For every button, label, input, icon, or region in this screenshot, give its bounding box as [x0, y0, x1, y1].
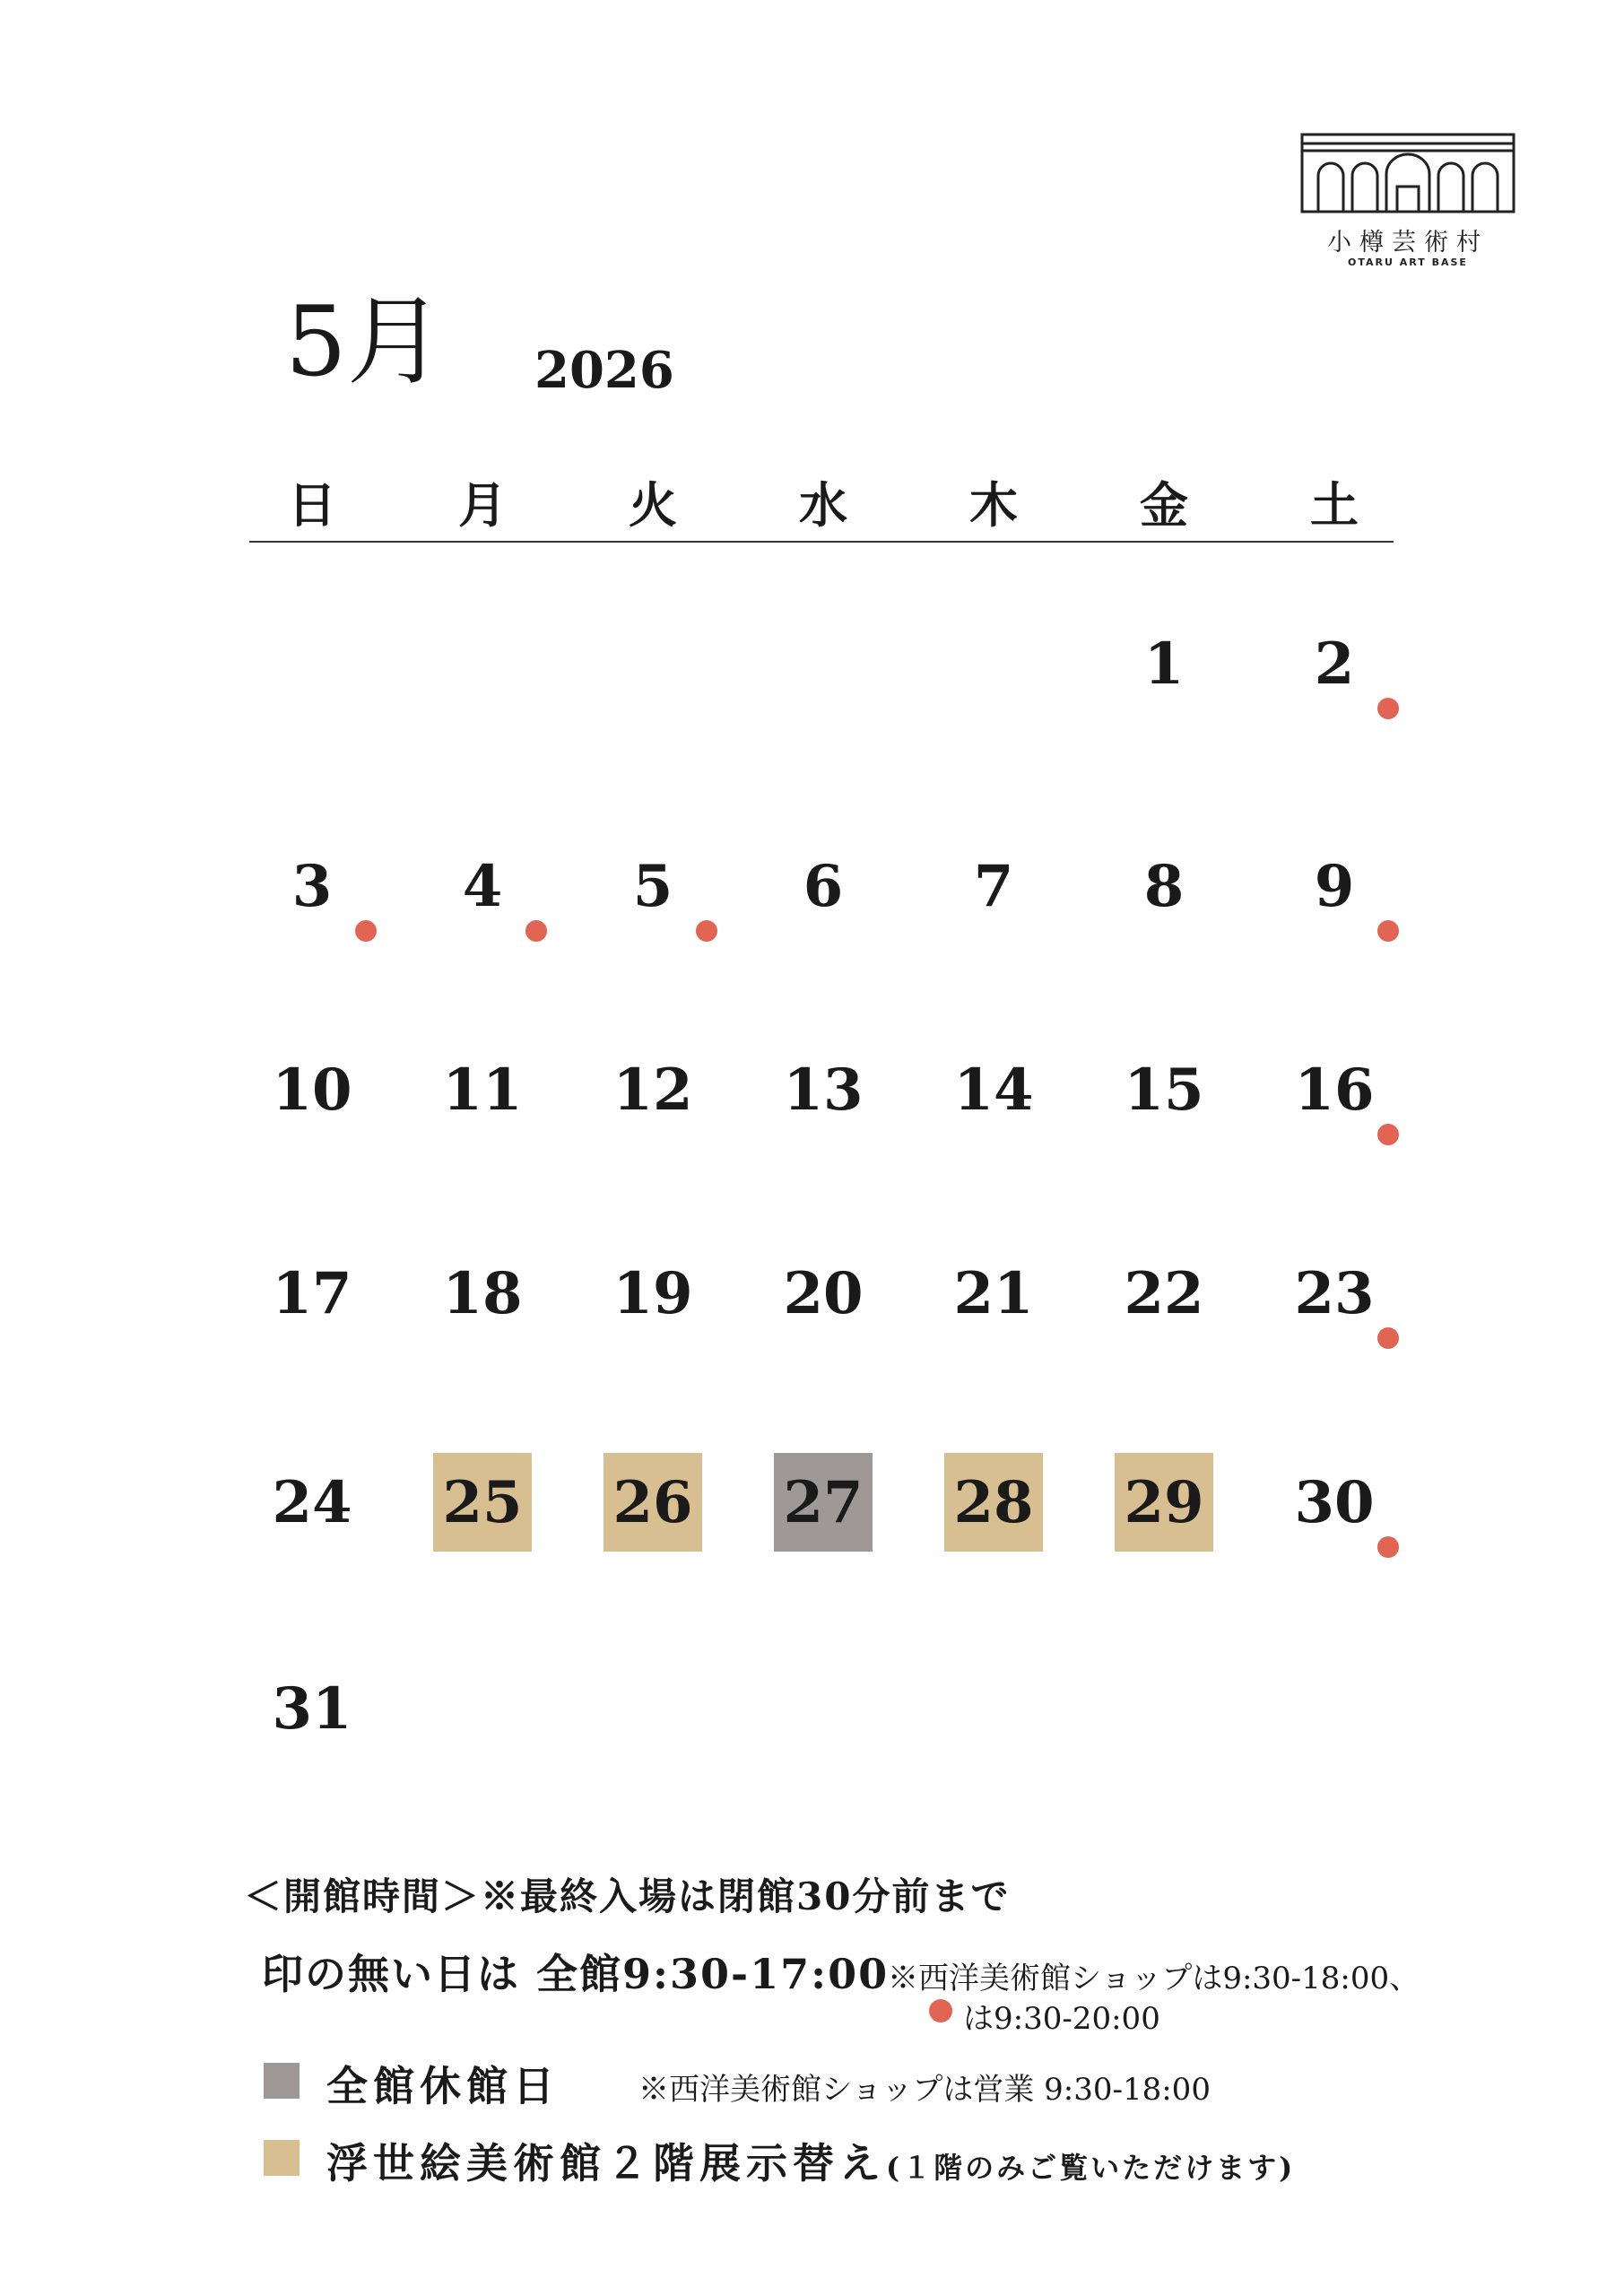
day-cell-6 [774, 837, 873, 935]
year-label: 2026 [534, 341, 674, 400]
day-cell-5 [604, 837, 702, 935]
day-number: 13 [783, 1056, 864, 1124]
day-cell-19 [604, 1244, 702, 1343]
extended-hours-note: は9:30-20:00 [963, 2001, 1160, 2037]
day-number: 6 [803, 852, 844, 920]
day-number: 9 [1314, 852, 1355, 920]
day-cell-7 [944, 837, 1043, 935]
day-number: 1 [1143, 630, 1185, 698]
day-number: 25 [442, 1468, 523, 1536]
day-number: 19 [612, 1259, 693, 1327]
exhibit-legend-sub: (１階のみご覧いただけます) [886, 2151, 1296, 2185]
day-number: 17 [272, 1259, 352, 1327]
weekday-sun: 日 [288, 476, 336, 534]
day-cell-13 [774, 1040, 873, 1139]
day-cell-23 [1285, 1244, 1384, 1343]
weekday-mon: 月 [458, 476, 507, 534]
weekday-wed: 水 [799, 476, 847, 534]
day-number: 18 [442, 1259, 523, 1327]
day-cell-2 [1285, 614, 1384, 713]
day-cell-22 [1115, 1244, 1213, 1343]
day-number: 26 [612, 1468, 693, 1536]
extended-hours-dot [1377, 1124, 1399, 1145]
day-cell-11 [433, 1040, 532, 1139]
day-cell-9 [1285, 837, 1384, 935]
day-number: 14 [953, 1056, 1034, 1124]
day-number: 10 [272, 1056, 352, 1124]
day-cell-26 [604, 1453, 702, 1552]
day-number: 2 [1314, 630, 1355, 698]
month-title: 5月 [285, 286, 444, 398]
day-number: 20 [783, 1259, 864, 1327]
exhibit-legend [326, 2131, 1295, 2190]
day-number: 15 [1124, 1056, 1204, 1124]
day-cell-25 [433, 1453, 532, 1552]
weekday-sat: 土 [1310, 476, 1359, 534]
day-number: 7 [973, 852, 1014, 920]
closed-legend-swatch [264, 2063, 300, 2099]
logo-text-jp: 小樽芸術村 [1327, 229, 1489, 257]
weekday-thu: 木 [969, 476, 1018, 534]
day-cell-28 [944, 1453, 1043, 1552]
day-number: 3 [291, 852, 333, 920]
building-icon [1298, 133, 1517, 215]
day-cell-14 [944, 1040, 1043, 1139]
day-number: 22 [1124, 1259, 1204, 1327]
day-cell-21 [944, 1244, 1043, 1343]
logo [1298, 133, 1517, 269]
day-number: 5 [632, 852, 673, 920]
day-number: 29 [1124, 1468, 1204, 1536]
weekday-fri: 金 [1140, 476, 1188, 534]
day-cell-8 [1115, 837, 1213, 935]
day-cell-20 [774, 1244, 873, 1343]
extended-hours-dot [525, 920, 547, 942]
extended-hours-dot [1377, 1327, 1399, 1349]
day-cell-16 [1285, 1040, 1384, 1139]
day-cell-24 [263, 1453, 361, 1552]
day-number: 8 [1143, 852, 1185, 920]
weekday-tue: 火 [629, 476, 677, 534]
day-cell-15 [1115, 1040, 1213, 1139]
day-cell-4 [433, 837, 532, 935]
no-mark-hours: 印の無い日は 全館9:30-17:00 [262, 1950, 890, 1998]
day-cell-1 [1115, 614, 1213, 713]
day-number: 12 [612, 1056, 693, 1124]
day-cell-30 [1285, 1453, 1384, 1552]
day-cell-10 [263, 1040, 361, 1139]
day-number: 31 [272, 1674, 352, 1743]
day-cell-29 [1115, 1453, 1213, 1552]
header-divider [249, 541, 1394, 543]
day-cell-12 [604, 1040, 702, 1139]
day-number: 21 [953, 1259, 1034, 1327]
extended-hours-dot [696, 920, 717, 942]
day-number: 11 [442, 1056, 523, 1124]
shop-hours-note: ※西洋美術館ショップは9:30-18:00、 [888, 1961, 1420, 1996]
day-cell-27 [774, 1453, 873, 1552]
day-number: 24 [272, 1468, 352, 1536]
day-number: 27 [783, 1468, 864, 1536]
day-cell-31 [263, 1659, 361, 1758]
extended-hours-dot [1377, 920, 1399, 942]
day-number: 16 [1294, 1056, 1375, 1124]
day-number: 23 [1294, 1259, 1375, 1327]
day-cell-17 [263, 1244, 361, 1343]
extended-hours-dot [1377, 1536, 1399, 1558]
day-cell-18 [433, 1244, 532, 1343]
extended-hours-dot [355, 920, 377, 942]
exhibit-legend-label: 浮世絵美術館２階展示替え [326, 2139, 886, 2187]
logo-text-en: OTARU ART BASE [1348, 257, 1468, 268]
extended-hours-dot [1377, 698, 1399, 719]
day-number: 28 [953, 1468, 1034, 1536]
day-number: 4 [462, 852, 503, 920]
closed-legend-label: 全館休館日 [326, 2062, 560, 2110]
opening-hours-note: ＜開館時間＞※最終入場は閉館30分前まで [244, 1874, 1011, 1918]
day-number: 30 [1294, 1468, 1375, 1536]
extended-hours-dot [929, 1999, 952, 2022]
day-cell-3 [263, 837, 361, 935]
closed-shop-note: ※西洋美術館ショップは営業 9:30-18:00 [638, 2072, 1211, 2108]
exhibit-legend-swatch [264, 2140, 300, 2176]
